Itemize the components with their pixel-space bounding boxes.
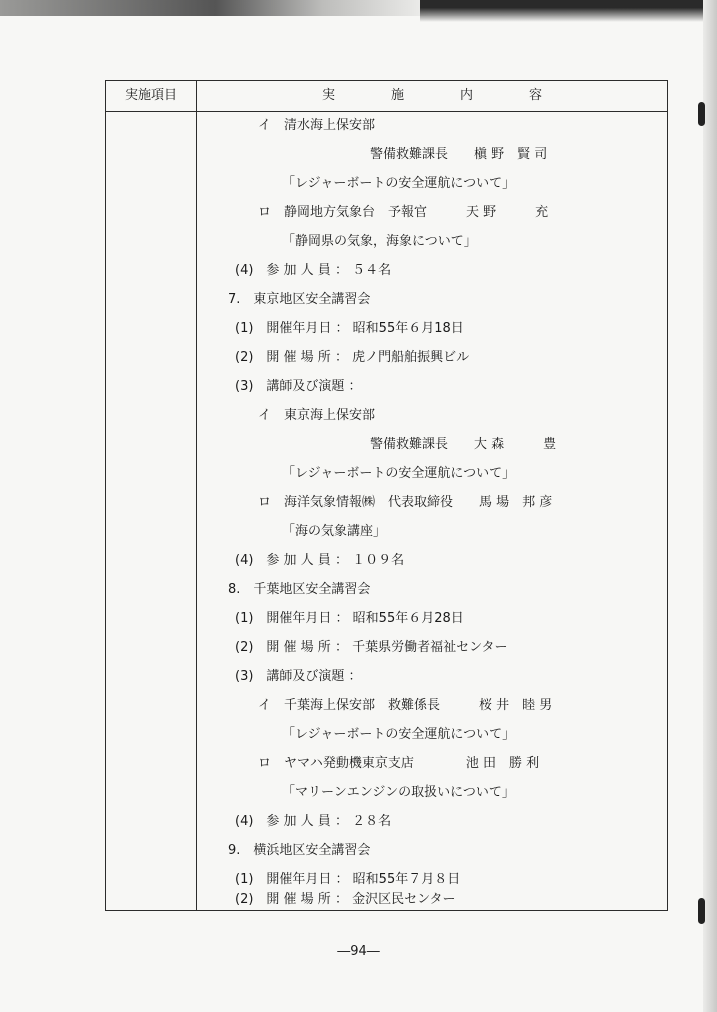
text-line: 警備救難課長 槇 野 賢 司 [370, 147, 548, 162]
header-divider [106, 111, 667, 112]
text-line: イ 清水海上保安部 [258, 118, 376, 133]
text-line: ロ 静岡地方気象台 予報官 天 野 充 [258, 205, 549, 220]
text-line: (2) 開 催 場 所 ： 虎ノ門船舶振興ビル [235, 350, 470, 365]
text-line: (2) 開 催 場 所 ： 千葉県労働者福祉センター [235, 640, 508, 655]
text-line: 8. 千葉地区安全講習会 [228, 582, 371, 597]
text-line: 「静岡県の気象，海象について」 [282, 234, 477, 249]
text-line: 9. 横浜地区安全講習会 [228, 843, 371, 858]
text-line: イ 東京海上保安部 [258, 408, 376, 423]
header-item-column: 実施項目 [124, 88, 177, 103]
text-line: (2) 開 催 場 所 ： 金沢区民センター [235, 892, 456, 907]
binder-mark-top [698, 102, 705, 126]
text-line: (4) 参 加 人 員 ： １０９名 [235, 553, 405, 568]
text-line: (3) 講師及び演題 ： [235, 379, 362, 394]
text-line: (1) 開催年月日 ： 昭和55年６月28日 [235, 611, 464, 626]
text-line: 7. 東京地区安全講習会 [228, 292, 371, 307]
scan-shadow-top-right [420, 0, 717, 22]
text-line: 「マリーンエンジンの取扱いについて」 [282, 785, 515, 800]
text-line: (4) 参 加 人 員 ： ５４名 [235, 263, 392, 278]
text-line: 「レジャーボートの安全運航について」 [282, 466, 516, 481]
header-content-column: 実施内容 [321, 88, 598, 103]
text-line: (1) 開催年月日 ： 昭和55年６月18日 [235, 321, 464, 336]
text-line: ロ 海洋気象情報㈱ 代表取締役 馬 場 邦 彦 [258, 495, 553, 510]
column-divider [196, 81, 197, 910]
text-line: 「海の気象講座」 [282, 524, 387, 539]
text-line: (3) 講師及び演題 ： [235, 669, 362, 684]
scan-shadow-right [703, 0, 717, 1012]
text-line: 「レジャーボートの安全運航について」 [282, 727, 516, 742]
text-line: 警備救難課長 大 森 豊 [370, 437, 557, 452]
page-number: ―94― [337, 944, 380, 959]
text-line: 「レジャーボートの安全運航について」 [282, 176, 516, 191]
binder-mark-bottom [698, 898, 705, 924]
text-line: イ 千葉海上保安部 救難係長 桜 井 睦 男 [258, 698, 553, 713]
text-line: (1) 開催年月日 ： 昭和55年７月８日 [235, 872, 461, 887]
text-line: (4) 参 加 人 員 ： ２８名 [235, 814, 392, 829]
text-line: ロ ヤマハ発動機東京支店 池 田 勝 利 [258, 756, 540, 771]
